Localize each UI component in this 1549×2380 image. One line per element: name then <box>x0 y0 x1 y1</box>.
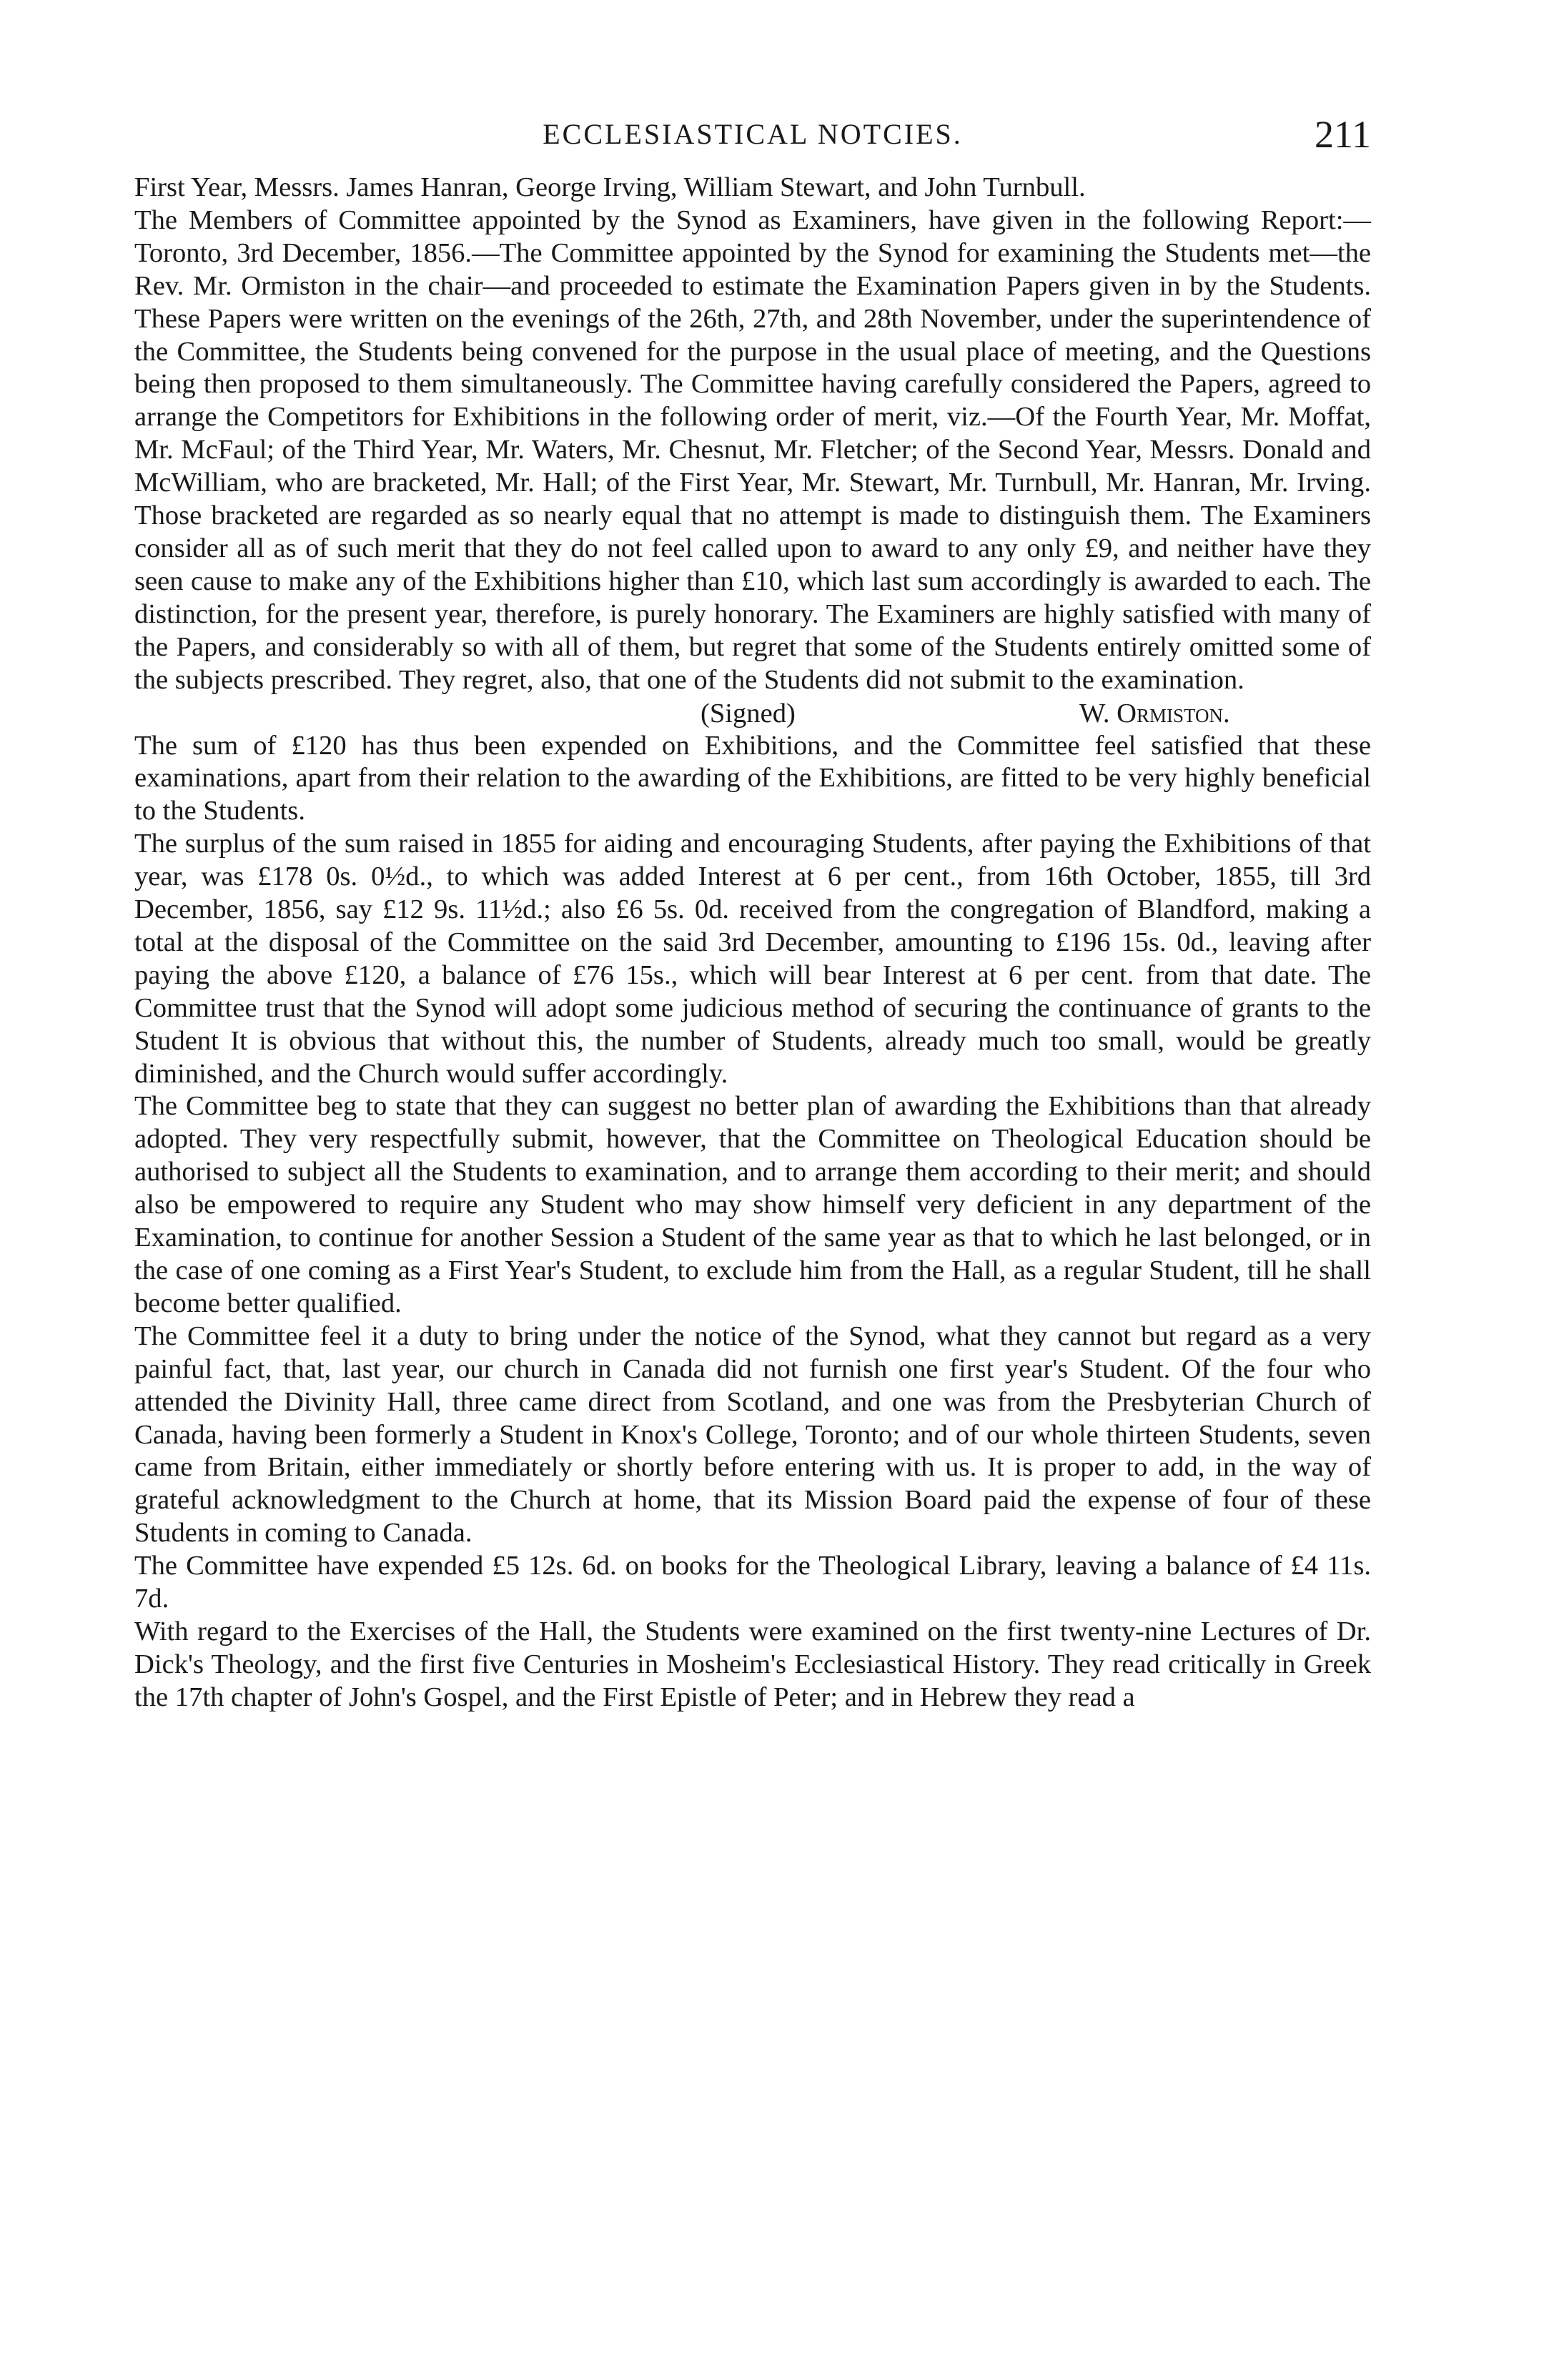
signer-initial: W. O <box>1079 698 1137 729</box>
paragraph-recommendations: The Committee beg to state that they can suggest no better plan of awarding the Exhibitions than that already adopted. They very respectfully submit, however, that the Committee on Theological Education should be authorised to subject all the Students to examination, and to arrange them according to their merit; and should also be empowered to require any Student who may show himself very deficient in any department of the Examination, to continue for another Session a Student of the same year as that to which he last belonged, or in the case of one coming as a First Year's Student, to exclude him from the Hall, as a regular Student, till he shall become better qualified. <box>134 1091 1371 1318</box>
page-number: 211 <box>1315 113 1371 156</box>
signer-name <box>1079 697 1230 730</box>
signed-label: (Signed) <box>701 698 796 729</box>
paragraph-library: The Committee have expended £5 12s. 6d. on books for the Theological Library, leaving a balance of £4 11s. 7d. <box>134 1551 1371 1614</box>
signature-line <box>134 697 1371 730</box>
running-head <box>134 107 1371 162</box>
body-text <box>134 172 1371 1714</box>
paragraph-first-year: First Year, Messrs. James Hanran, George Irving, William Stewart, and John Turnbull. <box>134 172 1086 202</box>
paragraph-surplus: The surplus of the sum raised in 1855 for aiding and encouraging Students, after paying the Exhibitions of that year, was £178 0s. 0½d., to which was added Interest at 6 per cent., from 16th October, 1855, till 3rd December, 1856, say £12 9s. 11½d.; also £6 5s. 0d. received from the congregation of Blandford, making a total at the disposal of the Committee on the said 3rd December, amounting to £196 15s. 0d., leaving after paying the above £120, a balance of £76 15s., which will bear Interest at 6 per cent. from that date. The Committee trust that the Synod will adopt some judicious method of securing the continuance of grants to the Student It is obvious that without this, the number of Students, already much too small, would be greatly diminished, and the Church would suffer accordingly. <box>134 829 1371 1089</box>
running-head-title: ECCLESIASTICAL NOTCIES. <box>543 118 963 150</box>
paragraph-examiners-report: The Members of Committee appointed by the Synod as Examiners, have given in the following Report:—Toronto, 3rd December, 1856.—The Committee appointed by the Synod for examining the Students met—the Rev. Mr. Ormiston in the chair—and proceeded to estimate the Examination Papers given in by the Students. These Papers were written on the evenings of the 26th, 27th, and 28th November, under the superintendence of the Committee, the Students being convened for the purpose in the usual place of meeting, and the Questions being then proposed to them simultaneously. The Committee having carefully considered the Papers, agreed to arrange the Competitors for Exhibitions in the following order of merit, viz.—Of the Fourth Year, Mr. Moffat, Mr. McFaul; of the Third Year, Mr. Waters, Mr. Chesnut, Mr. Fletcher; of the Second Year, Messrs. Donald and McWilliam, who are bracketed, Mr. Hall; of the First Year, Mr. Stewart, Mr. Turnbull, Mr. Hanran, Mr. Irving. Those bracketed are regarded as so nearly equal that no attempt is made to distinguish them. The Examiners consider all as of such merit that they do not feel called upon to award to any only £9, and neither have they seen cause to make any of the Exhibitions higher than £10, which last sum accordingly is awarded to each. The distinction, for the present year, therefore, is purely honorary. The Examiners are highly satisfied with many of the Papers, and considerably so with all of them, but regret that some of the Students entirely omitted some of the subjects prescribed. They regret, also, that one of the Students did not submit to the examination. <box>134 204 1371 695</box>
paragraph-exhibitions-expended: The sum of £120 has thus been expended on Exhibitions, and the Committee feel satisfied that these examinations, apart from their relation to the awarding of the Exhibitions, are fitted to be very highly beneficial to the Students. <box>134 730 1371 826</box>
paragraph-first-year-students: The Committee feel it a duty to bring under the notice of the Synod, what they cannot but regard as a very painful fact, that, last year, our church in Canada did not furnish one first year's Student. Of the four who attended the Divinity Hall, three came direct from Scotland, and one was from the Presbyterian Church of Canada, having been formerly a Student in Knox's College, Toronto; and of our whole thirteen Students, seven came from Britain, either immediately or shortly before entering with us. It is proper to add, in the way of grateful acknowledgment to the Church at home, that its Mission Board paid the expense of four of these Students in coming to Canada. <box>134 1320 1371 1549</box>
paragraph-exercises: With regard to the Exercises of the Hall, the Students were examined on the first twenty-nine Lectures of Dr. Dick's Theology, and the first five Centuries in Mosheim's Ecclesiastical History. They read critically in Greek the 17th chapter of John's Gospel, and the First Epistle of Peter; and in Hebrew they read a <box>134 1616 1371 1712</box>
document-page <box>134 107 1371 1714</box>
signer-surname-rest: rmiston. <box>1137 698 1230 729</box>
